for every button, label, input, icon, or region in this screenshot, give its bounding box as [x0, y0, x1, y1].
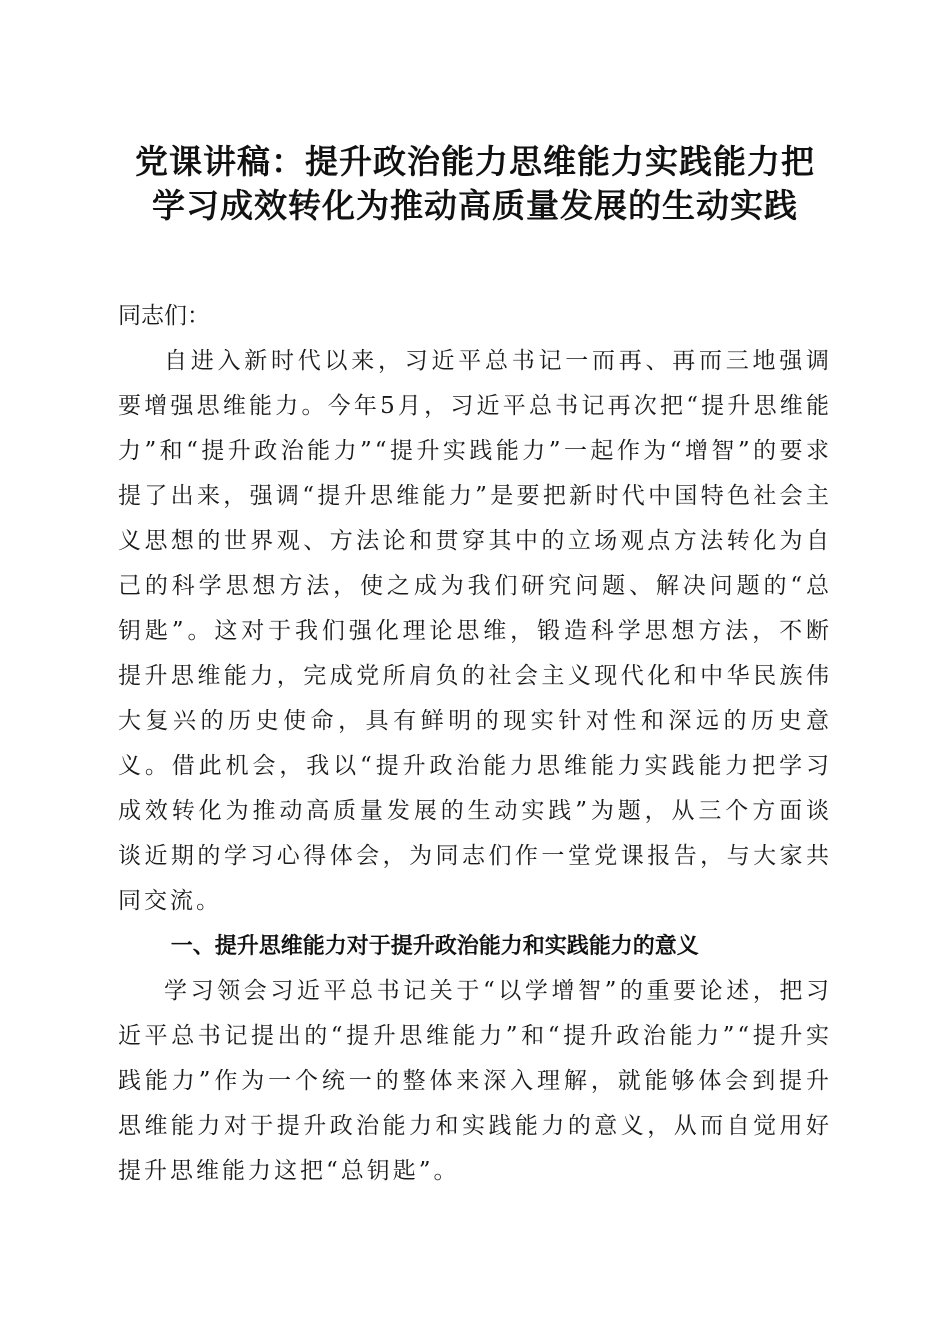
title-line-2: 学习成效转化为推动高质量发展的生动实践	[152, 186, 798, 225]
salutation: 同志们：	[118, 303, 210, 329]
document-title	[118, 140, 832, 228]
document-page	[118, 140, 832, 1194]
section-heading-1: 一、提升思维能力对于提升政治能力和实践能力的意义	[170, 934, 699, 959]
body-paragraph-2: 学习领会习近平总书记关于“以学增智”的重要论述，把习近平总书记提出的“提升思维能力”和“提升政治能力”“提升实践能力”作为一个统一的整体来深入理解，就能够体会到提升思维能力对于提升政治能力和实践能力的意义，从而自觉用好提升思维能力这把“总钥匙”。	[118, 978, 832, 1184]
title-line-1: 党课讲稿：提升政治能力思维能力实践能力把	[135, 142, 815, 181]
body-paragraph-1: 自进入新时代以来，习近平总书记一而再、再而三地强调要增强思维能力。今年5月，习近平总书记再次把“提升思维能力”和“提升政治能力”“提升实践能力”一起作为“增智”的要求提了出来，强调“提升思维能力”是要把新时代中国特色社会主义思想的世界观、方法论和贯穿其中的立场观点方法转化为自己的科学思想方法，使之成为我们研究问题、解决问题的“总钥匙”。这对于我们强化理论思维，锻造科学思想方法，不断提升思维能力，完成党所肩负的社会主义现代化和中华民族伟大复兴的历史使命，具有鲜明的现实针对性和深远的历史意义。借此机会，我以“提升政治能力思维能力实践能力把学习成效转化为推动高质量发展的生动实践”为题，从三个方面谈谈近期的学习心得体会，为同志们作一堂党课报告，与大家共同交流。	[118, 348, 832, 914]
